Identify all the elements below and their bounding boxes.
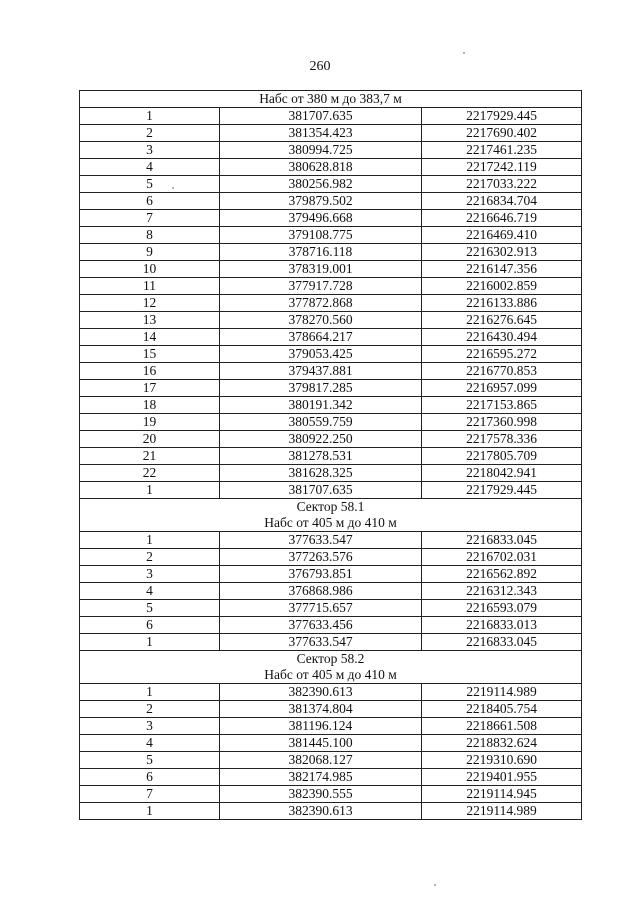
x-coordinate-cell: 381445.100 bbox=[220, 735, 422, 752]
x-coordinate-cell: 381374.804 bbox=[220, 701, 422, 718]
section-header-row bbox=[80, 91, 582, 108]
section-header-row bbox=[80, 515, 582, 532]
point-number-cell: 15 bbox=[80, 346, 220, 363]
y-coordinate-cell: 2217578.336 bbox=[422, 431, 582, 448]
point-number-cell: 19 bbox=[80, 414, 220, 431]
x-coordinate-cell: 377633.547 bbox=[220, 634, 422, 651]
point-number-cell: 9 bbox=[80, 244, 220, 261]
table-row bbox=[80, 278, 582, 295]
x-coordinate-cell: 380559.759 bbox=[220, 414, 422, 431]
point-number-cell: 1 bbox=[80, 482, 220, 499]
y-coordinate-cell: 2219114.989 bbox=[422, 684, 582, 701]
y-coordinate-cell: 2216833.013 bbox=[422, 617, 582, 634]
scan-speck bbox=[172, 187, 174, 189]
x-coordinate-cell: 377917.728 bbox=[220, 278, 422, 295]
x-coordinate-cell: 379053.425 bbox=[220, 346, 422, 363]
table-row bbox=[80, 752, 582, 769]
table-row bbox=[80, 465, 582, 482]
x-coordinate-cell: 379108.775 bbox=[220, 227, 422, 244]
x-coordinate-cell: 379437.881 bbox=[220, 363, 422, 380]
point-number-cell: 4 bbox=[80, 583, 220, 600]
point-number-cell: 11 bbox=[80, 278, 220, 295]
table-row bbox=[80, 346, 582, 363]
y-coordinate-cell: 2216834.704 bbox=[422, 193, 582, 210]
x-coordinate-cell: 376868.986 bbox=[220, 583, 422, 600]
table-row bbox=[80, 210, 582, 227]
coordinates-table bbox=[79, 90, 582, 820]
y-coordinate-cell: 2217360.998 bbox=[422, 414, 582, 431]
section-header: Набс от 380 м до 383,7 м bbox=[80, 91, 582, 108]
scan-speck bbox=[463, 52, 465, 54]
y-coordinate-cell: 2216770.853 bbox=[422, 363, 582, 380]
y-coordinate-cell: 2216957.099 bbox=[422, 380, 582, 397]
y-coordinate-cell: 2218832.624 bbox=[422, 735, 582, 752]
scan-speck bbox=[434, 884, 436, 886]
table-row bbox=[80, 108, 582, 125]
y-coordinate-cell: 2216147.356 bbox=[422, 261, 582, 278]
x-coordinate-cell: 378319.001 bbox=[220, 261, 422, 278]
table-row bbox=[80, 803, 582, 820]
point-number-cell: 1 bbox=[80, 532, 220, 549]
table-row bbox=[80, 227, 582, 244]
point-number-cell: 14 bbox=[80, 329, 220, 346]
point-number-cell: 16 bbox=[80, 363, 220, 380]
table-row bbox=[80, 363, 582, 380]
y-coordinate-cell: 2216302.913 bbox=[422, 244, 582, 261]
x-coordinate-cell: 380922.250 bbox=[220, 431, 422, 448]
section-header-row bbox=[80, 499, 582, 516]
point-number-cell: 2 bbox=[80, 125, 220, 142]
x-coordinate-cell: 381196.124 bbox=[220, 718, 422, 735]
y-coordinate-cell: 2217929.445 bbox=[422, 482, 582, 499]
y-coordinate-cell: 2219310.690 bbox=[422, 752, 582, 769]
x-coordinate-cell: 378716.118 bbox=[220, 244, 422, 261]
point-number-cell: 2 bbox=[80, 701, 220, 718]
table-row bbox=[80, 769, 582, 786]
x-coordinate-cell: 382390.613 bbox=[220, 684, 422, 701]
table-row bbox=[80, 193, 582, 210]
point-number-cell: 21 bbox=[80, 448, 220, 465]
point-number-cell: 22 bbox=[80, 465, 220, 482]
table-row bbox=[80, 159, 582, 176]
table-row bbox=[80, 414, 582, 431]
x-coordinate-cell: 381354.423 bbox=[220, 125, 422, 142]
y-coordinate-cell: 2217690.402 bbox=[422, 125, 582, 142]
point-number-cell: 4 bbox=[80, 735, 220, 752]
x-coordinate-cell: 379496.668 bbox=[220, 210, 422, 227]
table-row bbox=[80, 566, 582, 583]
x-coordinate-cell: 382390.613 bbox=[220, 803, 422, 820]
point-number-cell: 6 bbox=[80, 193, 220, 210]
table-row bbox=[80, 482, 582, 499]
y-coordinate-cell: 2216646.719 bbox=[422, 210, 582, 227]
table-row bbox=[80, 431, 582, 448]
table-row bbox=[80, 125, 582, 142]
point-number-cell: 13 bbox=[80, 312, 220, 329]
point-number-cell: 17 bbox=[80, 380, 220, 397]
table-row bbox=[80, 176, 582, 193]
point-number-cell: 5 bbox=[80, 600, 220, 617]
y-coordinate-cell: 2216133.886 bbox=[422, 295, 582, 312]
y-coordinate-cell: 2218042.941 bbox=[422, 465, 582, 482]
x-coordinate-cell: 382068.127 bbox=[220, 752, 422, 769]
y-coordinate-cell: 2216593.079 bbox=[422, 600, 582, 617]
x-coordinate-cell: 378664.217 bbox=[220, 329, 422, 346]
y-coordinate-cell: 2217153.865 bbox=[422, 397, 582, 414]
point-number-cell: 5 bbox=[80, 752, 220, 769]
table-row bbox=[80, 634, 582, 651]
x-coordinate-cell: 379879.502 bbox=[220, 193, 422, 210]
table-row bbox=[80, 295, 582, 312]
table-row bbox=[80, 600, 582, 617]
table-row bbox=[80, 312, 582, 329]
point-number-cell: 2 bbox=[80, 549, 220, 566]
x-coordinate-cell: 381278.531 bbox=[220, 448, 422, 465]
y-coordinate-cell: 2216702.031 bbox=[422, 549, 582, 566]
x-coordinate-cell: 381707.635 bbox=[220, 108, 422, 125]
y-coordinate-cell: 2216430.494 bbox=[422, 329, 582, 346]
table-row bbox=[80, 735, 582, 752]
section-header: Сектор 58.2 bbox=[80, 651, 582, 668]
table-row bbox=[80, 549, 582, 566]
y-coordinate-cell: 2216562.892 bbox=[422, 566, 582, 583]
point-number-cell: 18 bbox=[80, 397, 220, 414]
y-coordinate-cell: 2216833.045 bbox=[422, 634, 582, 651]
point-number-cell: 20 bbox=[80, 431, 220, 448]
table-row bbox=[80, 142, 582, 159]
point-number-cell: 12 bbox=[80, 295, 220, 312]
table-row bbox=[80, 617, 582, 634]
x-coordinate-cell: 379817.285 bbox=[220, 380, 422, 397]
point-number-cell: 5 bbox=[80, 176, 220, 193]
y-coordinate-cell: 2218405.754 bbox=[422, 701, 582, 718]
table-row bbox=[80, 684, 582, 701]
x-coordinate-cell: 376793.851 bbox=[220, 566, 422, 583]
x-coordinate-cell: 377633.547 bbox=[220, 532, 422, 549]
y-coordinate-cell: 2216312.343 bbox=[422, 583, 582, 600]
x-coordinate-cell: 377263.576 bbox=[220, 549, 422, 566]
table-row bbox=[80, 701, 582, 718]
table-row bbox=[80, 448, 582, 465]
y-coordinate-cell: 2216276.645 bbox=[422, 312, 582, 329]
point-number-cell: 6 bbox=[80, 617, 220, 634]
x-coordinate-cell: 380628.818 bbox=[220, 159, 422, 176]
point-number-cell: 1 bbox=[80, 684, 220, 701]
x-coordinate-cell: 377633.456 bbox=[220, 617, 422, 634]
y-coordinate-cell: 2217461.235 bbox=[422, 142, 582, 159]
x-coordinate-cell: 382174.985 bbox=[220, 769, 422, 786]
table-row bbox=[80, 244, 582, 261]
table-row bbox=[80, 261, 582, 278]
y-coordinate-cell: 2217242.119 bbox=[422, 159, 582, 176]
x-coordinate-cell: 377872.868 bbox=[220, 295, 422, 312]
table-row bbox=[80, 786, 582, 803]
point-number-cell: 3 bbox=[80, 566, 220, 583]
table-row bbox=[80, 329, 582, 346]
y-coordinate-cell: 2217805.709 bbox=[422, 448, 582, 465]
coordinates-table-body bbox=[80, 91, 582, 820]
table-row bbox=[80, 532, 582, 549]
table-row bbox=[80, 397, 582, 414]
y-coordinate-cell: 2216595.272 bbox=[422, 346, 582, 363]
point-number-cell: 1 bbox=[80, 803, 220, 820]
point-number-cell: 3 bbox=[80, 142, 220, 159]
section-header: Набс от 405 м до 410 м bbox=[80, 515, 582, 532]
point-number-cell: 8 bbox=[80, 227, 220, 244]
point-number-cell: 1 bbox=[80, 634, 220, 651]
y-coordinate-cell: 2219401.955 bbox=[422, 769, 582, 786]
x-coordinate-cell: 380994.725 bbox=[220, 142, 422, 159]
y-coordinate-cell: 2216833.045 bbox=[422, 532, 582, 549]
point-number-cell: 7 bbox=[80, 786, 220, 803]
x-coordinate-cell: 381707.635 bbox=[220, 482, 422, 499]
page-number: 260 bbox=[309, 59, 331, 74]
y-coordinate-cell: 2217929.445 bbox=[422, 108, 582, 125]
section-header-row bbox=[80, 651, 582, 668]
x-coordinate-cell: 382390.555 bbox=[220, 786, 422, 803]
y-coordinate-cell: 2218661.508 bbox=[422, 718, 582, 735]
y-coordinate-cell: 2219114.989 bbox=[422, 803, 582, 820]
y-coordinate-cell: 2216469.410 bbox=[422, 227, 582, 244]
section-header: Сектор 58.1 bbox=[80, 499, 582, 516]
point-number-cell: 4 bbox=[80, 159, 220, 176]
y-coordinate-cell: 2219114.945 bbox=[422, 786, 582, 803]
point-number-cell: 10 bbox=[80, 261, 220, 278]
x-coordinate-cell: 380191.342 bbox=[220, 397, 422, 414]
table-row bbox=[80, 380, 582, 397]
x-coordinate-cell: 380256.982 bbox=[220, 176, 422, 193]
point-number-cell: 1 bbox=[80, 108, 220, 125]
x-coordinate-cell: 381628.325 bbox=[220, 465, 422, 482]
point-number-cell: 3 bbox=[80, 718, 220, 735]
x-coordinate-cell: 377715.657 bbox=[220, 600, 422, 617]
point-number-cell: 6 bbox=[80, 769, 220, 786]
table-row bbox=[80, 583, 582, 600]
table-row bbox=[80, 718, 582, 735]
y-coordinate-cell: 2216002.859 bbox=[422, 278, 582, 295]
section-header: Набс от 405 м до 410 м bbox=[80, 667, 582, 684]
y-coordinate-cell: 2217033.222 bbox=[422, 176, 582, 193]
x-coordinate-cell: 378270.560 bbox=[220, 312, 422, 329]
section-header-row bbox=[80, 667, 582, 684]
point-number-cell: 7 bbox=[80, 210, 220, 227]
